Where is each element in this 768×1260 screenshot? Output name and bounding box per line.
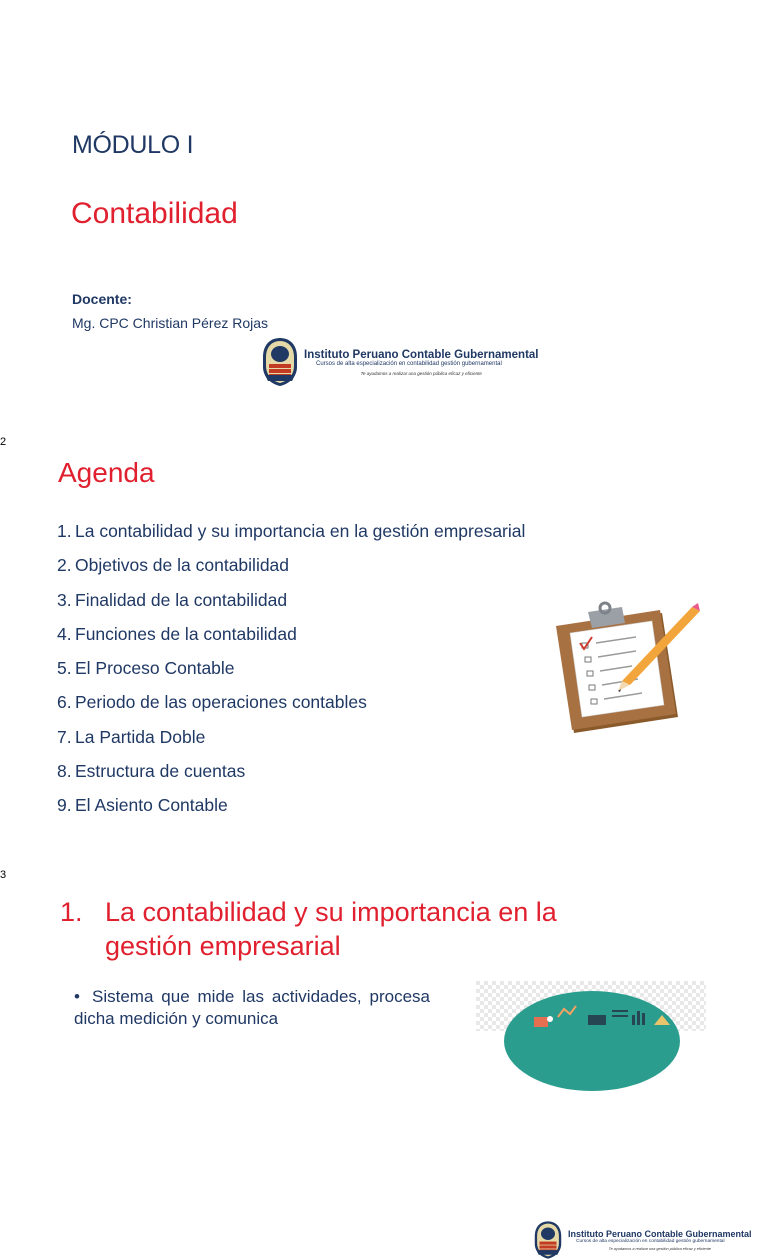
- agenda-item: [57, 692, 525, 726]
- docente-label: Docente:: [72, 291, 132, 307]
- agenda-item-number: 3.: [57, 589, 72, 610]
- agenda-item: [57, 624, 525, 658]
- agenda-list: [57, 521, 525, 830]
- agenda-item-label: El Asiento Contable: [75, 795, 228, 816]
- agenda-item-label: La contabilidad y su importancia en la gestión empresarial: [75, 521, 526, 541]
- agenda-item-label: La Partida Doble: [75, 726, 206, 747]
- section-number: 1.: [60, 897, 83, 927]
- page-number: 2: [0, 436, 7, 448]
- page-number: 3: [0, 869, 7, 881]
- agenda-item-label: Funciones de la contabilidad: [75, 623, 297, 644]
- agenda-item: [57, 555, 525, 589]
- agenda-item-number: 1.: [57, 521, 72, 541]
- agenda-item: [57, 761, 525, 795]
- agenda-item-label: Estructura de cuentas: [75, 761, 246, 782]
- agenda-item: [57, 727, 525, 761]
- institute-subtitle: Cursos de alta especialización en contabilidad gestión gubernamental: [576, 1239, 725, 1244]
- agenda-item-label: El Proceso Contable: [75, 658, 235, 679]
- agenda-item-number: 5.: [57, 658, 72, 679]
- institute-motto: Te ayudamos a realizar una gestión pública eficaz y eficiente: [608, 1247, 711, 1251]
- agenda-item: [57, 795, 525, 829]
- section-heading-line2: gestión empresarial: [105, 931, 341, 961]
- clipboard-checklist-icon: [552, 599, 702, 734]
- agenda-item-label: Periodo de las operaciones contables: [75, 692, 367, 713]
- slide-3: [0, 857, 768, 1028]
- agenda-title: Agenda: [58, 457, 155, 488]
- bullet-dot-icon: •: [74, 987, 80, 1006]
- slide-1: [0, 0, 768, 425]
- institute-emblem-icon: [262, 337, 298, 387]
- agenda-item: [57, 521, 525, 555]
- institute-name: Instituto Peruano Contable Gubernamental: [304, 348, 539, 361]
- agenda-item-label: Finalidad de la contabilidad: [75, 589, 288, 610]
- bullet-text: [74, 986, 430, 1030]
- module-label: MÓDULO I: [72, 131, 194, 159]
- institute-motto: Te ayudamos a realizar una gestión pública eficaz y eficiente: [360, 370, 482, 376]
- section-heading: [60, 895, 557, 963]
- agenda-item: [57, 590, 525, 624]
- institute-name: Instituto Peruano Contable Gubernamental: [568, 1229, 752, 1239]
- agenda-item-number: 8.: [57, 761, 72, 782]
- agenda-item-number: 7.: [57, 726, 72, 747]
- institute-emblem-icon: [534, 1220, 562, 1260]
- slide-title: Contabilidad: [71, 197, 238, 230]
- agenda-item-number: 6.: [57, 692, 72, 713]
- section-heading-line1: La contabilidad y su importancia en la: [105, 897, 557, 927]
- agenda-item-label: Objetivos de la contabilidad: [75, 555, 290, 576]
- bullet-text-content: Sistema que mide las actividades, procesa dicha medición y comunica: [74, 987, 430, 1028]
- agenda-item-number: 4.: [57, 623, 72, 644]
- business-analytics-icon: [476, 981, 706, 1031]
- docente-name: Mg. CPC Christian Pérez Rojas: [72, 315, 269, 331]
- institute-subtitle: Cursos de alta especialización en contabilidad gestión gubernamental: [316, 360, 502, 367]
- agenda-item-number: 2.: [57, 555, 72, 576]
- agenda-item: [57, 658, 525, 692]
- institute-logo: [262, 337, 539, 387]
- institute-logo: [534, 1220, 752, 1260]
- agenda-item-number: 9.: [57, 795, 72, 816]
